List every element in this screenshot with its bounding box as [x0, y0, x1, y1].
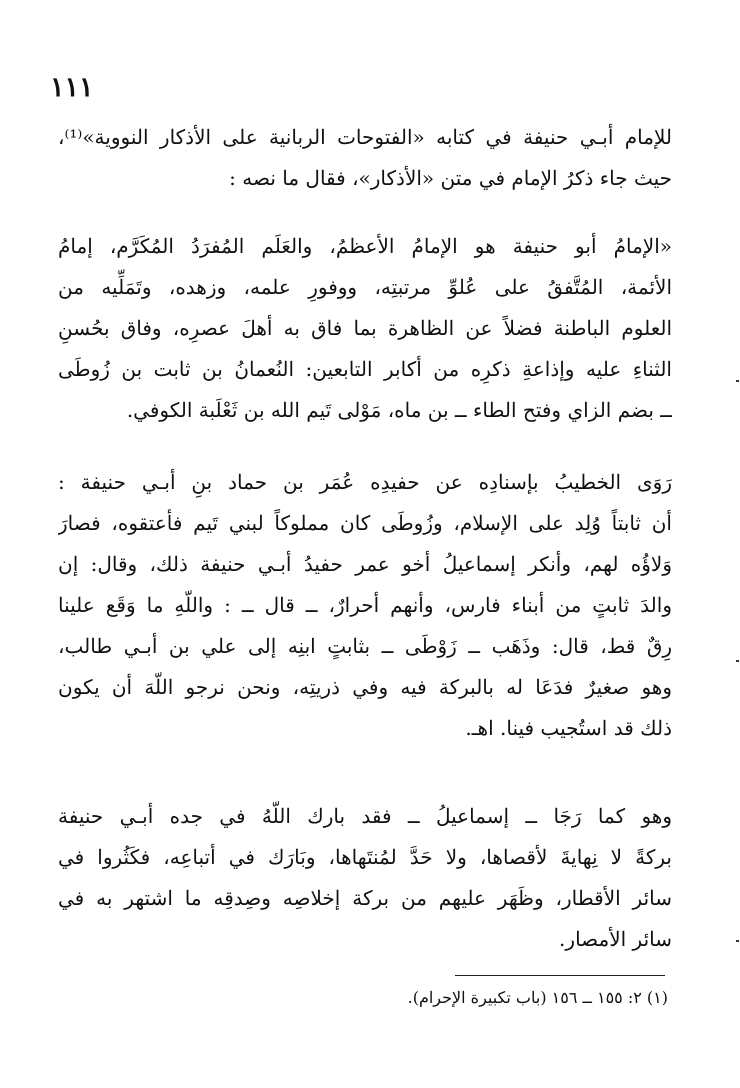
paragraph-narration [58, 462, 672, 749]
text-line: الثناءِ عليه وإذاعةِ ذكرِه من أكابر التابعين: النُعمانُ بن ثابت بن زُوطَى [58, 357, 672, 381]
paragraph-quote [58, 226, 672, 431]
text-line: ــ بضم الزاي وفتح الطاء ــ بن ماه، مَوْلى تَيم الله بن ثَعْلَبة الكوفي. [126, 398, 672, 422]
text-line: الأئمة، المُتَّفقُ على عُلوِّ مرتبتِه، ووفورِ علمه، وزهده، وتَمَلِّيه من [58, 275, 672, 299]
text-line: أن ثابتاً وُلِد على الإسلام، وزُوطَى كان مملوكاً لبني تَيم فأعتقوه، فصارَ [58, 511, 672, 535]
paragraph-intro [58, 117, 672, 199]
text-line: العلوم الباطنة فضلاً عن الظاهرة بما فاق به أهلَ عصرِه، وفاق بحُسنِ [58, 316, 672, 340]
text-line: رِقٌ قط، قال: وذَهَب ــ زَوْطَى ــ بثابتٍ ابنِه إلى علي بن أبـي طالب، [58, 634, 672, 658]
page-number: ١١١ [50, 72, 94, 103]
paragraph-conclusion [58, 796, 672, 960]
margin-mark [736, 660, 739, 662]
footnote: (١) ٢: ١٥٥ ــ ١٥٦ (باب تكبيرة الإحرام). [407, 988, 668, 1007]
text-line: «الإمامُ أبو حنيفة هو الإمامُ الأعظمُ، والعَلَم المُفرَدُ المُكَرَّم، إمامُ [58, 234, 672, 258]
text-line: سائر الأمصار. [559, 927, 672, 951]
text-line: سائر الأقطار، وظَهَر عليهم من بركة إخلاصِه وصِدقِه ما اشتهر به في [58, 886, 672, 910]
text-line: بركةً لا نِهايةَ لأقصاها، ولا حَدَّ لمُنتَهاها، وبَارَك في أتباعِه، فكَثُروا في [58, 845, 672, 869]
text-line: رَوَى الخطيبُ بإسنادِه عن حفيدِه عُمَر بن حماد بنِ أبـي حنيفة : [58, 470, 672, 494]
text-line: وهو صغيرٌ فدَعَا له بالبركة فيه وفي ذريتِه، ونحن نرجو اللّهَ أن يكون [58, 675, 672, 699]
margin-mark [736, 940, 739, 942]
text-line: والدَ ثابتٍ من أبناء فارس، وأنهم أحرارٌ، ــ قال ــ : واللّهِ ما وَقَع علينا [58, 593, 672, 617]
footnote-divider [455, 975, 665, 976]
text-line: ذلك قد استُجيب فينا. اهـ. [465, 716, 672, 740]
text-line: للإمام أبـي حنيفة في كتابه «الفتوحات الربانية على الأذكار النووية»⁽¹⁾، [58, 125, 672, 149]
text-line: حيث جاء ذكرُ الإمام في متن «الأذكار»، فقال ما نصه : [229, 166, 672, 190]
text-line: وهو كما رَجَا ــ إسماعيلُ ــ فقد بارك اللّهُ في جده أبـي حنيفة [58, 804, 672, 828]
margin-mark [736, 380, 739, 382]
text-line: وَلاؤُه لهم، وأنكر إسماعيلُ أخو عمر حفيدُ أبـي حنيفة ذلك، وقال: إن [58, 552, 672, 576]
